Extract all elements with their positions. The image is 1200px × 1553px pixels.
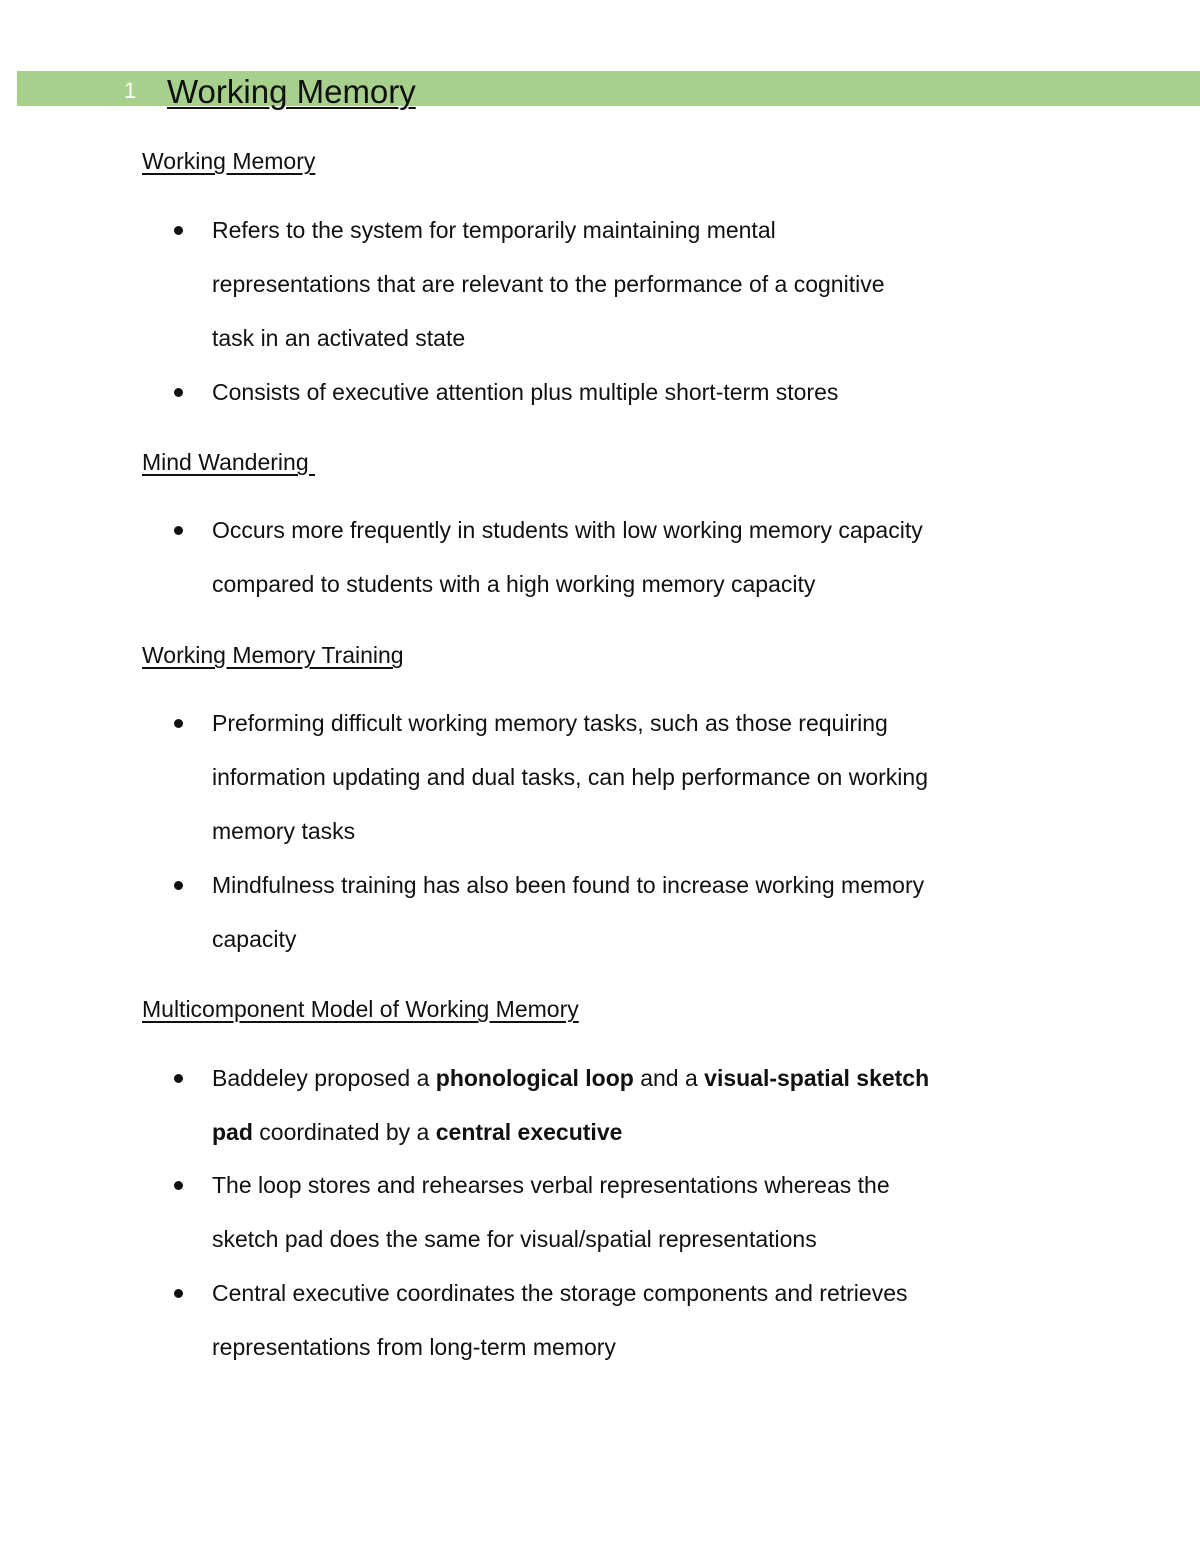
bullet-text: Consists of executive attention plus multiple short-term stores: [212, 379, 839, 405]
section-title-working-memory-training: Working Memory Training: [142, 642, 404, 668]
bullet-icon: [174, 526, 183, 535]
heading-number: 1: [124, 78, 137, 103]
term-visual-spatial-sketch-pad-cont: pad: [212, 1119, 253, 1145]
bullet-text: capacity: [212, 926, 297, 952]
bullet-text: Refers to the system for temporarily maintaining mental: [212, 217, 776, 243]
page-title: Working Memory: [167, 73, 416, 110]
bullet-icon: [174, 719, 183, 728]
bullet-text: task in an activated state: [212, 325, 466, 351]
bullet-text: The loop stores and rehearses verbal representations whereas the: [212, 1172, 890, 1198]
bullet-text: compared to students with a high working memory capacity: [212, 571, 816, 597]
bullet-text: Preforming difficult working memory tasks, such as those requiring: [212, 710, 888, 736]
bullet-icon: [174, 1181, 183, 1190]
bullet-text: pad coordinated by a central executive: [212, 1119, 623, 1145]
section-title-mind-wandering: Mind Wandering: [142, 449, 316, 475]
bullet-text: memory tasks: [212, 818, 356, 844]
bullet-text: Central executive coordinates the storage components and retrieves: [212, 1280, 908, 1306]
section-title-working-memory: Working Memory: [142, 148, 316, 174]
bullet-icon: [174, 388, 183, 397]
bullet-text: Occurs more frequently in students with low working memory capacity: [212, 517, 923, 543]
bullet-text: sketch pad does the same for visual/spatial representations: [212, 1226, 817, 1252]
list-item: [212, 1266, 1072, 1374]
bullet-text: representations that are relevant to the performance of a cognitive: [212, 271, 885, 297]
list-item: [212, 365, 1072, 419]
list-item: [212, 503, 1072, 611]
bullet-icon: [174, 1289, 183, 1298]
bullet-text: representations from long-term memory: [212, 1334, 616, 1360]
term-central-executive: central executive: [435, 1119, 623, 1145]
list-item: [212, 203, 1072, 365]
list-item: [212, 696, 1072, 858]
list-item: [212, 858, 1072, 966]
list-item: [212, 1051, 1072, 1159]
section-title-multicomponent-model: Multicomponent Model of Working Memory: [142, 996, 579, 1022]
bullet-text: Baddeley proposed a phonological loop and a visual-spatial sketch: [212, 1065, 930, 1091]
bullet-icon: [174, 881, 183, 890]
bullet-icon: [174, 226, 183, 235]
bullet-text: Mindfulness training has also been found to increase working memory: [212, 872, 925, 898]
bullet-text: information updating and dual tasks, can help performance on working: [212, 764, 928, 790]
term-visual-spatial-sketch-pad: visual-spatial sketch: [704, 1065, 930, 1091]
term-phonological-loop: phonological loop: [435, 1065, 634, 1091]
list-item: [212, 1158, 1072, 1266]
bullet-icon: [174, 1074, 183, 1083]
